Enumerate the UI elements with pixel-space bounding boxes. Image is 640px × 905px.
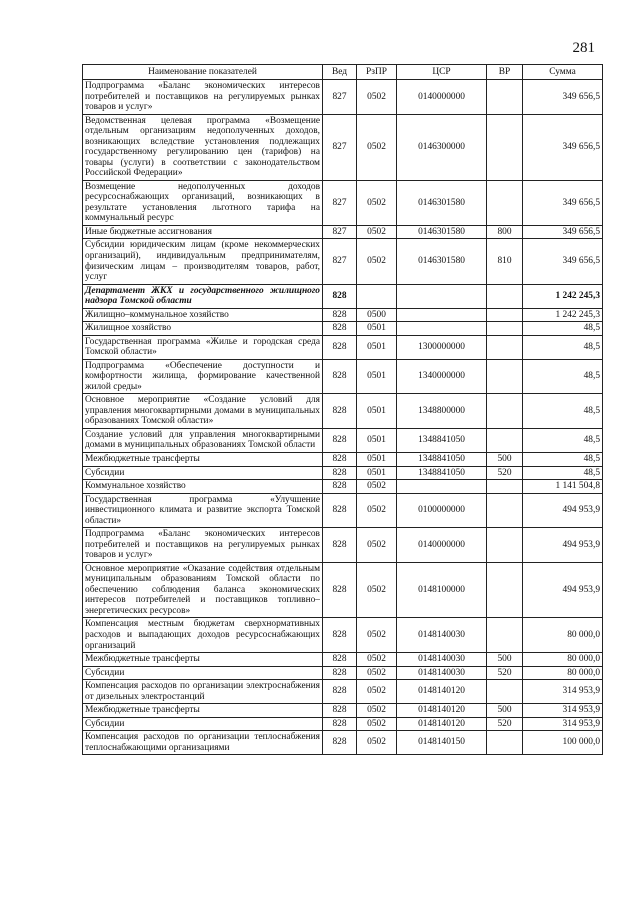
cell-ved: 828 (323, 453, 357, 467)
cell-rzpr: 0502 (357, 239, 397, 284)
cell-sum: 100 000,0 (523, 731, 603, 755)
cell-vr (487, 394, 523, 429)
cell-vr (487, 493, 523, 528)
table-row (83, 114, 603, 180)
cell-sum: 80 000,0 (523, 666, 603, 680)
cell-sum: 48,5 (523, 453, 603, 467)
cell-vr: 500 (487, 653, 523, 667)
cell-csr: 1340000000 (397, 359, 487, 394)
table-row (83, 704, 603, 718)
cell-name: Иные бюджетные ассигнования (83, 225, 323, 239)
cell-name: Субсидии (83, 466, 323, 480)
cell-csr: 0146301580 (397, 225, 487, 239)
cell-sum: 349 656,5 (523, 80, 603, 115)
table-row (83, 335, 603, 359)
cell-rzpr: 0501 (357, 394, 397, 429)
table-row (83, 394, 603, 429)
cell-ved: 828 (323, 466, 357, 480)
cell-rzpr (357, 284, 397, 308)
cell-name: Подпрограмма «Баланс экономических интересов потребителей и поставщиков на регулируемых рынках товаров и услуг» (83, 80, 323, 115)
cell-rzpr: 0501 (357, 359, 397, 394)
column-header-vr: ВР (487, 65, 523, 80)
cell-name: Возмещение недополученных доходов ресурсоснабжающих организаций, возникающих в результате установления льготного тарифа на коммунальный ресурс (83, 180, 323, 225)
cell-name: Субсидии (83, 717, 323, 731)
table-row (83, 453, 603, 467)
cell-rzpr: 0502 (357, 653, 397, 667)
table-row (83, 731, 603, 755)
cell-name: Субсидии (83, 666, 323, 680)
cell-vr: 520 (487, 666, 523, 680)
table-row (83, 359, 603, 394)
cell-csr: 1300000000 (397, 335, 487, 359)
table-row (83, 528, 603, 563)
cell-ved: 828 (323, 428, 357, 452)
cell-name: Подпрограмма «Обеспечение доступности и комфортности жилища, формирование качественной жилой среды» (83, 359, 323, 394)
cell-name: Жилищно–коммунальное хозяйство (83, 308, 323, 322)
cell-rzpr: 0502 (357, 80, 397, 115)
cell-rzpr: 0502 (357, 666, 397, 680)
cell-vr (487, 114, 523, 180)
table-row (83, 428, 603, 452)
cell-ved: 828 (323, 359, 357, 394)
cell-name: Основное мероприятие «Создание условий для управления многоквартирными домами в муниципальных образованиях Томской области» (83, 394, 323, 429)
cell-csr: 0148140150 (397, 731, 487, 755)
cell-name: Компенсация расходов по организации электроснабжения от дизельных электростанций (83, 680, 323, 704)
cell-vr: 520 (487, 466, 523, 480)
cell-vr (487, 428, 523, 452)
column-header-rzpr: РзПР (357, 65, 397, 80)
cell-sum: 48,5 (523, 359, 603, 394)
cell-csr (397, 480, 487, 494)
cell-ved: 828 (323, 493, 357, 528)
cell-ved: 828 (323, 562, 357, 618)
cell-ved: 828 (323, 394, 357, 429)
cell-name: Департамент ЖКХ и государственного жилищного надзора Томской области (83, 284, 323, 308)
cell-name: Коммунальное хозяйство (83, 480, 323, 494)
cell-vr: 520 (487, 717, 523, 731)
cell-vr (487, 284, 523, 308)
table-row (83, 322, 603, 336)
cell-rzpr: 0501 (357, 466, 397, 480)
cell-csr: 0148140120 (397, 704, 487, 718)
cell-ved: 828 (323, 322, 357, 336)
cell-ved: 828 (323, 308, 357, 322)
cell-ved: 828 (323, 717, 357, 731)
cell-ved: 828 (323, 666, 357, 680)
cell-vr: 810 (487, 239, 523, 284)
table-row (83, 466, 603, 480)
cell-csr: 0148140030 (397, 653, 487, 667)
cell-vr: 500 (487, 704, 523, 718)
table-row (83, 666, 603, 680)
cell-vr (487, 359, 523, 394)
cell-ved: 828 (323, 704, 357, 718)
cell-csr: 0140000000 (397, 80, 487, 115)
cell-rzpr: 0501 (357, 428, 397, 452)
cell-sum: 314 953,9 (523, 717, 603, 731)
cell-vr: 500 (487, 453, 523, 467)
cell-sum: 349 656,5 (523, 225, 603, 239)
cell-ved: 828 (323, 480, 357, 494)
table-row (83, 180, 603, 225)
cell-ved: 828 (323, 618, 357, 653)
cell-csr: 0146301580 (397, 180, 487, 225)
table-body (83, 80, 603, 755)
cell-name: Компенсация местным бюджетам сверхнормативных расходов и выпадающих доходов ресурсоснабжающих организаций (83, 618, 323, 653)
table-row (83, 308, 603, 322)
cell-sum: 349 656,5 (523, 114, 603, 180)
column-header-name: Наименование показателей (83, 65, 323, 80)
cell-vr (487, 80, 523, 115)
cell-rzpr: 0502 (357, 731, 397, 755)
cell-name: Государственная программа «Улучшение инвестиционного климата и развитие экспорта Томской области» (83, 493, 323, 528)
cell-rzpr: 0500 (357, 308, 397, 322)
cell-rzpr: 0502 (357, 114, 397, 180)
cell-sum: 1 242 245,3 (523, 308, 603, 322)
cell-ved: 828 (323, 680, 357, 704)
cell-name: Субсидии юридическим лицам (кроме некоммерческих организаций), индивидуальным предпринимателям, физическим лицам – производителям товаров, работ, услуг (83, 239, 323, 284)
cell-sum: 349 656,5 (523, 239, 603, 284)
cell-ved: 827 (323, 180, 357, 225)
cell-ved: 828 (323, 284, 357, 308)
table-header-row (83, 65, 603, 80)
cell-sum: 80 000,0 (523, 653, 603, 667)
cell-name: Компенсация расходов по организации теплоснабжения теплоснабжающими организациями (83, 731, 323, 755)
cell-csr: 0148140030 (397, 618, 487, 653)
cell-vr (487, 308, 523, 322)
cell-sum: 48,5 (523, 394, 603, 429)
table-row (83, 284, 603, 308)
cell-ved: 828 (323, 653, 357, 667)
table-row (83, 680, 603, 704)
cell-name: Межбюджетные трансферты (83, 453, 323, 467)
cell-csr (397, 308, 487, 322)
cell-sum: 494 953,9 (523, 562, 603, 618)
cell-vr (487, 562, 523, 618)
cell-name: Создание условий для управления многоквартирными домами в муниципальных образованиях Томской области (83, 428, 323, 452)
cell-csr (397, 284, 487, 308)
cell-ved: 828 (323, 528, 357, 563)
column-header-csr: ЦСР (397, 65, 487, 80)
cell-sum: 314 953,9 (523, 704, 603, 718)
cell-rzpr: 0502 (357, 680, 397, 704)
cell-name: Ведомственная целевая программа «Возмещение отдельным организациям недополученных доходов, возникающих вследствие установления подлежащих государственному регулированию цен (тарифов) на товары (услуги) в соответствии с законодательством Российской Федерации» (83, 114, 323, 180)
page-number: 281 (572, 40, 595, 56)
cell-sum: 48,5 (523, 322, 603, 336)
cell-ved: 828 (323, 335, 357, 359)
table-row (83, 225, 603, 239)
cell-vr (487, 618, 523, 653)
cell-vr (487, 322, 523, 336)
cell-rzpr: 0501 (357, 453, 397, 467)
cell-csr: 0148140120 (397, 717, 487, 731)
cell-sum: 48,5 (523, 466, 603, 480)
cell-rzpr: 0502 (357, 225, 397, 239)
cell-ved: 827 (323, 80, 357, 115)
cell-rzpr: 0502 (357, 480, 397, 494)
cell-name: Межбюджетные трансферты (83, 704, 323, 718)
cell-sum: 48,5 (523, 335, 603, 359)
cell-rzpr: 0502 (357, 618, 397, 653)
cell-rzpr: 0502 (357, 562, 397, 618)
cell-csr: 1348800000 (397, 394, 487, 429)
budget-table (82, 64, 603, 755)
cell-rzpr: 0501 (357, 335, 397, 359)
table-row (83, 562, 603, 618)
cell-vr: 800 (487, 225, 523, 239)
cell-csr: 1348841050 (397, 466, 487, 480)
table-row (83, 717, 603, 731)
cell-sum: 349 656,5 (523, 180, 603, 225)
column-header-ved: Вед (323, 65, 357, 80)
cell-rzpr: 0502 (357, 180, 397, 225)
table-row (83, 653, 603, 667)
cell-ved: 827 (323, 239, 357, 284)
cell-csr: 1348841050 (397, 428, 487, 452)
cell-rzpr: 0502 (357, 704, 397, 718)
cell-vr (487, 528, 523, 563)
cell-csr: 0148140120 (397, 680, 487, 704)
cell-rzpr: 0502 (357, 493, 397, 528)
cell-sum: 80 000,0 (523, 618, 603, 653)
cell-rzpr: 0501 (357, 322, 397, 336)
cell-name: Межбюджетные трансферты (83, 653, 323, 667)
cell-ved: 827 (323, 225, 357, 239)
cell-csr: 1348841050 (397, 453, 487, 467)
cell-csr (397, 322, 487, 336)
cell-sum: 494 953,9 (523, 528, 603, 563)
cell-vr (487, 180, 523, 225)
column-header-sum: Сумма (523, 65, 603, 80)
cell-vr (487, 480, 523, 494)
table-row (83, 493, 603, 528)
cell-csr: 0100000000 (397, 493, 487, 528)
cell-name: Основное мероприятие «Оказание содействия отдельным муниципальным образованиям Томской области по обеспечению соблюдения баланса экономических интересов потребителей и поставщиков топливно–энергетических ресурсов» (83, 562, 323, 618)
cell-csr: 0146300000 (397, 114, 487, 180)
table-row (83, 80, 603, 115)
cell-name: Подпрограмма «Баланс экономических интересов потребителей и поставщиков на регулируемых рынках товаров и услуг» (83, 528, 323, 563)
cell-sum: 494 953,9 (523, 493, 603, 528)
cell-rzpr: 0502 (357, 717, 397, 731)
table-row (83, 239, 603, 284)
cell-ved: 827 (323, 114, 357, 180)
table-row (83, 618, 603, 653)
cell-name: Государственная программа «Жилье и городская среда Томской области» (83, 335, 323, 359)
table-row (83, 480, 603, 494)
cell-vr (487, 731, 523, 755)
cell-rzpr: 0502 (357, 528, 397, 563)
cell-csr: 0148140030 (397, 666, 487, 680)
cell-vr (487, 680, 523, 704)
cell-sum: 48,5 (523, 428, 603, 452)
cell-sum: 1 141 504,8 (523, 480, 603, 494)
cell-vr (487, 335, 523, 359)
cell-sum: 1 242 245,3 (523, 284, 603, 308)
cell-sum: 314 953,9 (523, 680, 603, 704)
cell-csr: 0148100000 (397, 562, 487, 618)
cell-name: Жилищное хозяйство (83, 322, 323, 336)
cell-ved: 828 (323, 731, 357, 755)
cell-csr: 0140000000 (397, 528, 487, 563)
cell-csr: 0146301580 (397, 239, 487, 284)
